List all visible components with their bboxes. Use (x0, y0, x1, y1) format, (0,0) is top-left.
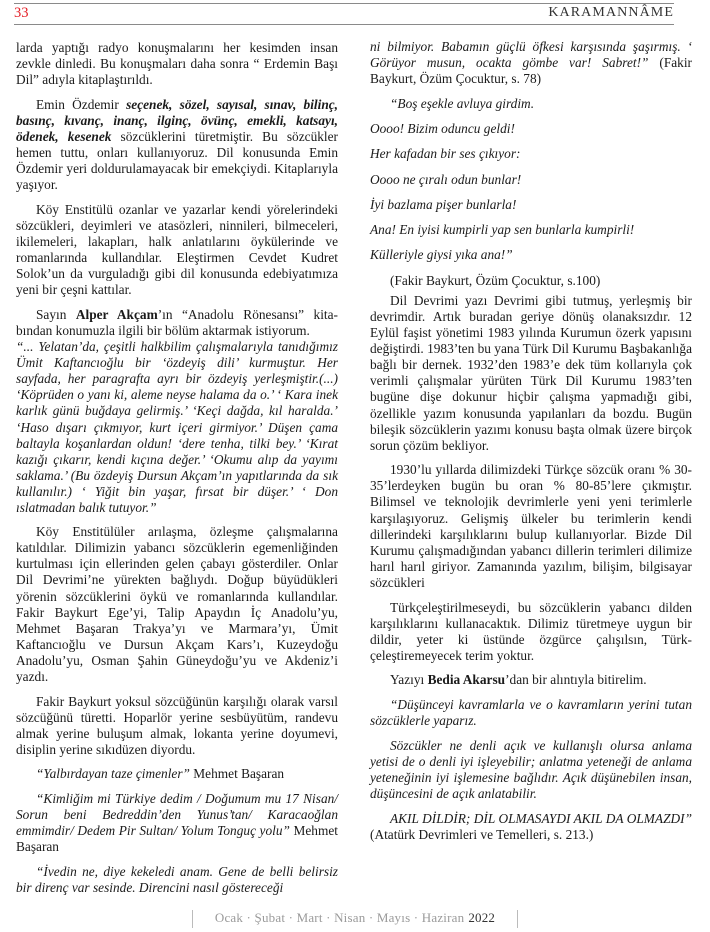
coined-words: seçenek, sözel, sayısal, sınav, bilinç, basınç, kıvanç, inanç, ilginç, övünç, emekli, katsayı, ödenek, kesenek (16, 96, 339, 144)
quote (16, 791, 338, 855)
footer-year: 2022 (468, 910, 496, 925)
paragraph: Fakir Baykurt yoksul sözcüğünün karşılığı olarak varsıl sözcüğünü türetti. Hoparlör yerine sesbüyütüm, randevu almak yerine buluşum almak, lokanta yerine doyumevi, disiplin yerine sıkıdüzen diyordu. (16, 693, 338, 757)
author-name: Bedia Akarsu (427, 672, 506, 688)
author-name: Alper Akçam (75, 306, 158, 322)
quote-continuation (370, 39, 692, 87)
text: ’dan bir alıntıyla bitirelim. (505, 672, 647, 688)
text: sözcüklerini türetmiştir. Bu sözcükler hemen tuttu, onları kullanıyoruz. Dil konusunda Emin Özdemir yeri doldurulamayacak bir emekçiydi. Kitaplarıyla yaşıyor. (16, 128, 338, 193)
footer-months: Ocak · Şubat · Mart · Nisan · Mayıs · Haziran (214, 910, 465, 925)
paragraph: 1930’lu yıllarda dilimizdeki Türkçe sözcük oranı % 30-35’lerdeyken bugün bu oran % 80-85’lere çıkmıştır. Bilimsel ve teknolojik devrimlerle yeni yeni terimlerle karşılaşıyoruz. Gelişmiş ülkeler bu terimlerin kendi dillerindeki karşılıklarını bulup kullanıyorlar. Bizde Dil Kurumu çalışmadığından yabancı dillerin terimleri dilimize harıl harıl giriyor. Zamanında yazılım, bilişim, bilgisayar sözcükleri (370, 462, 692, 590)
poem-text: Oooo! Bizim oduncu geldi! (370, 121, 515, 137)
poem-line (370, 121, 692, 137)
poem-text: Külleriyle giysi yıka ana!” (370, 247, 513, 263)
text: ’ın “Anadolu Rönesansı” kitabından konumuzla ilgili bir bölüm aktarmak istiyorum. (16, 306, 338, 338)
poem-line (370, 146, 692, 162)
poem-text: İyi bazlama pişer bunlarla! (370, 196, 517, 212)
footer-divider (192, 910, 193, 928)
magazine-title: KARAMANNÂME (548, 5, 674, 20)
quote-text: “Kimliğim mi Türkiye dedim / Doğumum mu 17 Nisan/ Sorun beni Bedreddin’den Yunus’tan/ Karacaoğlan emmimdir/ Dedem Pir Sultan/ Yolum Tonguç yolu” (16, 791, 338, 839)
poem-line (370, 222, 692, 238)
poem-line (370, 197, 692, 213)
footer-divider (517, 910, 518, 928)
quote-text: ni bilmiyor. Babamın güçlü öfkesi karşısında şaşırmış. ‘ Görüyor musun, ocakta gömbe var! Sabret!” (370, 39, 692, 71)
poem-line (370, 172, 692, 188)
quote-text: “İvedin ne, diye kekeledi anam. Gene de belli belirsiz bir direnç var sesinde. Direncini nasıl göstereceği (16, 863, 338, 895)
quote-text: “Düşünceyi kavramlarla ve o kavramların yerini tutan sözcüklerle yaparız. (370, 697, 692, 729)
text: Yazıyı (390, 672, 428, 688)
poem-line (370, 96, 692, 112)
paragraph: Köy Enstitülü ozanlar ve yazarlar kendi yörelerindeki sözcükleri, deyimleri ve atasözleri, ninnileri, bilmeceleri, ikilemeleri, lakapları, halk anlatılarını öykülerinde ve romanlarında kullandılar. Eleştirmen Cevdet Kudret Solok’un da vurguladığı gibi dil konusunda edebiyatımıza yeni bir çeşni kattılar. (16, 201, 338, 298)
poem-line (370, 247, 692, 263)
poem-text: Oooo ne çıralı odun bunlar! (370, 171, 522, 187)
page-header (14, 3, 674, 25)
quote-source: (Atatürk Devrimleri ve Temelleri, s. 213.) (370, 826, 594, 842)
quote (370, 738, 692, 802)
quote (370, 697, 692, 729)
poem-source: (Fakir Baykurt, Özüm Çocuktur, s.100) (390, 272, 601, 288)
paragraph (16, 307, 338, 516)
quote-author: Mehmet Başaran (16, 823, 338, 855)
paragraph: Köy Enstitülüler arılaşma, özleşme çalışmalarına katıldılar. Dilimizin yabancı sözcüklerin egemenliğinden kurtulması için ellerinden gelen çabayı gösterdiler. Onlar Dil Devrimi’ne yürekten bağlıydı. Doğup büyüdükleri yörenin sözcüklerini öykü ve romanlarında kullandılar. Fakir Baykurt Ege’yi, Talip Apaydın İç Anadolu’yu, Mehmet Başaran Trakya’yı ve Marmara’yı, Ümit Kaftancıoğlu ve Dursun Akçam Kars’ı, Kuzeydoğu Anadolu’yu, Osman Şahin Güneydoğu’yu ve Akdeniz’i yazdı. (16, 524, 338, 684)
right-column (370, 39, 692, 851)
quote-text: Sözcükler ne denli açık ve kullanışlı olursa anlama yetisi de o denli iyi işleyebilir; anlatma yeteneği de anlama yeteneğinin iyi işlemesine bağlıdır. Açık düşünebilen insan, düşüncesini de açık anlatabilir. (370, 737, 692, 801)
quote-text: “Yalbırdayan taze çimenler” (36, 766, 190, 782)
quote-author: Mehmet Başaran (189, 766, 285, 782)
text: Emin Özdemir (36, 96, 127, 112)
paragraph (370, 672, 692, 688)
poem-text: “Boş eşekle avluya girdim. (390, 95, 535, 111)
page-footer (0, 910, 710, 928)
quote (16, 864, 338, 896)
poem-text: Ana! En iyisi kumpirli yap sen bunlarla kumpirli! (370, 222, 635, 238)
quote-source: (Fakir Baykurt, Özüm Çocuktur, s. 78) (370, 55, 692, 87)
quote-text: AKIL DİLDİR; DİL OLMASAYDI AKIL DA OLMAZDI” (390, 810, 692, 826)
page-number: 33 (14, 5, 29, 21)
poem-text: Her kafadan bir ses çıkıyor: (370, 146, 521, 162)
paragraph: Türkçeleştirilmeseydi, bu sözcüklerin yabancı dilden karşılıklarını kullanacaktık. Dilimiz türetmeye uygun bir dildir, yeter ki üstünde özgürce çalışılsın, Türkçeleştiremeyecek terim yoktur. (370, 599, 692, 663)
quote (370, 811, 692, 843)
text: Sayın (36, 306, 76, 322)
paragraph: Dil Devrimi yazı Devrimi gibi tutmuş, yerleşmiş bir devrimdir. Artık buradan geriye dönüş olanaksızdır. 12 Eylül faşist yönetimi 1983 yılında Kurumun özerk yapısını değiştirdi. 1983’ten bu yana Türk Dil Kurumu Başbakanlığa bağlı bir dernek. 1932’den 1983’e dek tüm kollarıyla çok verimli çalışmalar yürüten Türk Dil Kurumu 1983’ten bugüne dişe dokunur hiçbir çalışma yapmadığı gibi, özellikle yazım konusunda yapılanları da bozdu. Bugün bileşik sözcüklerin yazımı konusu başta olmak üzere birçok sorun çözüm bekliyor. (370, 292, 692, 453)
paragraph (16, 97, 338, 194)
block-quote: “... Yelatan’da, çeşitli halkbilim çalışmalarıyla tanıdığımız Ümit Kaftancıoğlu bir ‘özdeyiş dili’ kurmuştur. Her sayfada, her paragrafta ayrı bir özdeyiş yerleşmiştir.(...) ‘Köprüden o yanı ki, aleme neyse halama da o.’ ‘ Kara inek karlık günü buğdaya gelirmiş.’ ‘Keçi dağda, kıl haralda.’ ‘Haso dışarı çıkmıyor, kurt içeri girmiyor.’ Düşen çama baltayla koşanlardan oldun! ‘dere tenha, tilki bey.’ ‘Kırat kazığı çıkarır, kendi kıçına değer.’ ‘Okumu alıp da yayımı saklama.’ (Bu özdeyiş Dursun Akçam’ın yapıtlarında da sık kullanılır.) ‘ Yiğit bin yaşar, fırsat bir düşer.’ ‘ Don ıslatmadan balık tutuyor.” (16, 339, 338, 516)
paragraph: larda yaptığı radyo konuşmalarını her kesimden insan zevkle dinledi. Bu konuşmaları daha sonra “ Erdemin Başı Dil” adıyla kitaplaştırıldı. (16, 40, 338, 88)
quote (16, 766, 338, 782)
left-column (16, 40, 338, 905)
